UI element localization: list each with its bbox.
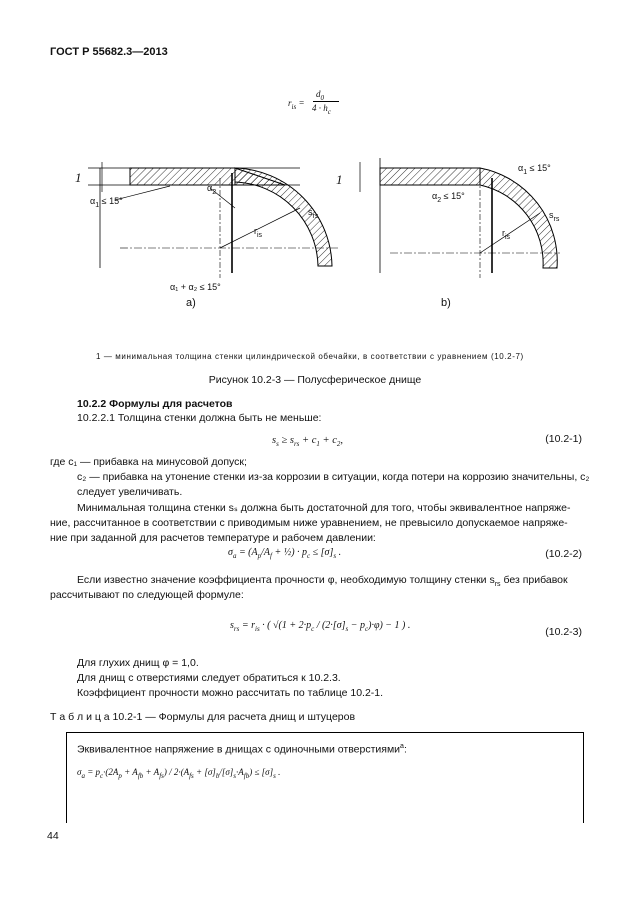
paragraph-5: Для днищ с отверстиями следует обратиться к 10.2.3.	[77, 672, 341, 684]
where-c2-cont: следует увеличивать.	[77, 486, 183, 498]
label-1-b: 1	[336, 172, 343, 187]
r-label-a: $r_{is}$	[254, 226, 263, 239]
fraction-bar	[313, 101, 339, 102]
figure-a	[88, 162, 340, 278]
table-10-2-1	[66, 732, 584, 823]
eq1-number: (10.2-1)	[545, 433, 582, 445]
caption-a: a)	[186, 297, 196, 309]
formula-numerator: $d_0$	[316, 89, 324, 102]
table-caption: Т а б л и ц а 10.2-1 — Формулы для расчета днищ и штуцеров	[50, 711, 356, 723]
equation-3: $s_{rs} = r_{is}$ · ( $√(1 + 2\cdot p_c / (2\cdot[\sigma]_s - p_c)\cdot\varphi) - 1$ ) .	[230, 620, 411, 633]
table-row-1: Эквивалентное напряжение в днищах с одиночными отверстиями$^a$:	[77, 743, 407, 756]
alpha1-label-b: $\alpha_1 \le 15^\circ$	[518, 163, 551, 176]
figure-title: Рисунок 10.2-3 — Полусферическое днище	[208, 374, 422, 386]
where-c1: где c₁ — прибавка на минусовой допуск;	[50, 456, 247, 468]
label-1-a: 1	[75, 170, 82, 185]
paragraph-3a: Если известно значение коэффициента прочности φ, необходимую толщину стенки $s_{rs}$ без прибавок	[77, 574, 568, 589]
equation-1: $s_s \ge s_{rs} + c_1 + c_2$,	[272, 435, 344, 449]
caption-b: b)	[441, 297, 451, 309]
paragraph-3c: рассчитывают по следующей формуле:	[50, 589, 244, 601]
eq2-number: (10.2-2)	[545, 548, 582, 560]
paragraph-6: Коэффициент прочности можно рассчитать по таблице 10.2-1.	[77, 687, 384, 699]
paragraph-2b: ние, рассчитанное в соответствии с приводимым ниже уравнением, не превысило допускаемое напряже-	[50, 517, 568, 529]
sum-condition: α₁ + α₂ ≤ 15°	[170, 282, 221, 292]
equation-2: $\sigma_a = (A_p/A_f$ + ½) · $p_c \le [\sigma]_s$ .	[228, 547, 342, 560]
formula-denominator: $4 \cdot h_c$	[312, 103, 331, 116]
paragraph-1: 10.2.2.1 Толщина стенки должна быть не меньше:	[77, 412, 322, 424]
alpha1-label-a: $\alpha_1 \le 15^\circ$	[90, 196, 123, 209]
where-c2: c₂ — прибавка на утонение стенки из-за коррозии в ситуации, когда потери на коррозию значительны, c₂	[77, 471, 590, 483]
alpha2-label-a: $\alpha_2$	[207, 183, 217, 196]
figure-legend: 1 — минимальная толщина стенки цилиндрической обечайки, в соответствии с уравнением (10.2-7)	[96, 352, 524, 361]
alpha2-label-b: $\alpha_2 \le 15^\circ$	[432, 191, 465, 204]
eq3-number: (10.2-3)	[545, 626, 582, 638]
paragraph-2c: ние при заданной для расчетов температуре и рабочем давлении:	[50, 532, 376, 544]
figure-b	[360, 158, 560, 278]
section-heading: 10.2.2 Формулы для расчетов	[77, 398, 233, 410]
paragraph-2a: Минимальная толщина стенки sₛ должна быть достаточной для того, чтобы эквивалентное напряже-	[77, 502, 571, 514]
s-label-b: $s_{rs}$	[549, 210, 560, 223]
r-label-b: $r_{is}$	[502, 228, 511, 241]
table-equation: $\sigma_a = p_c\cdot(2A_p + A_{fb} + A_{fs}) / 2\cdot(A_{fs} + [\sigma]_b/[\sigma]_s\cdot A_{fb}) \le [\sigma]_s$ .	[77, 767, 281, 780]
paragraph-4: Для глухих днищ φ = 1,0.	[77, 657, 199, 669]
page-number: 44	[47, 830, 59, 842]
s-label-a: $s_{rs}$	[308, 207, 319, 220]
standard-header: ГОСТ Р 55682.3—2013	[50, 46, 168, 58]
formula-lhs: $r_{is}$ =	[288, 98, 305, 111]
top-formula	[288, 89, 348, 119]
